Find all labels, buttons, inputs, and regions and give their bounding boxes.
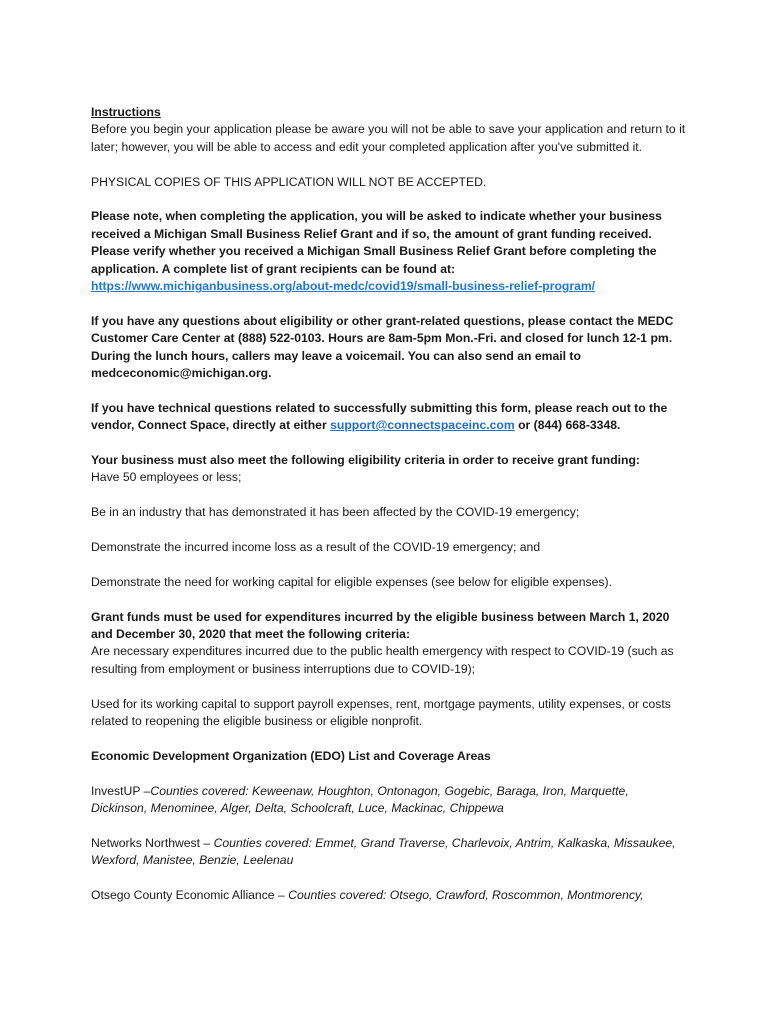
grant-note-text: Please note, when completing the application, you will be asked to indicate whether your business received a Michigan Small Business Relief Grant and if so, the amount of grant funding received. Please verify whether you received a Michigan Small Business Relief Grant before completing the application. A complete list of grant recipients can be found at: xyxy=(91,209,662,276)
edo-name: InvestUP – xyxy=(91,783,151,798)
edo-counties: Counties covered: Keweenaw, Houghton, Ontonagon, Gogebic, Baraga, Iron, Marquette, Dickinson, Menominee, Alger, Delta, Schoolcraft, Luce, Mackinac, Chippewa xyxy=(91,783,629,816)
edo-counties: Counties covered: Otsego, Crawford, Roscommon, Montmorency, xyxy=(288,888,644,903)
eligibility-heading: Your business must also meet the following eligibility criteria in order to receive grant funding: xyxy=(91,453,640,468)
grant-recipients-link[interactable]: https://www.michiganbusiness.org/about-medc/covid19/small-business-relief-program/ xyxy=(91,279,596,294)
physical-copies-notice: PHYSICAL COPIES OF THIS APPLICATION WILL NOT BE ACCEPTED. xyxy=(91,174,487,189)
grant-funds-item: Are necessary expenditures incurred due to the public health emergency with respect to COVID-19 (such as resulting from employment or business interruptions due to COVID-19); xyxy=(91,644,674,676)
technical-text: If you have technical questions related to successfully submitting this form, please reach out to the vendor, Connect Space, directly at either xyxy=(91,400,668,433)
instructions-heading: Instructions xyxy=(91,105,161,119)
eligibility-item: Be in an industry that has demonstrated it has been affected by the COVID-19 emergency; xyxy=(91,505,580,520)
edo-entry-otsego xyxy=(91,887,687,904)
eligibility-item: Demonstrate the need for working capital for eligible expenses (see below for eligible expenses). xyxy=(91,574,612,589)
instructions-content xyxy=(91,104,687,904)
grant-funds-heading: Grant funds must be used for expenditures incurred by the eligible business between March 1, 2020 and December 30, 2020 that meet the following criteria: xyxy=(91,609,670,642)
edo-entry-networks-northwest xyxy=(91,835,687,870)
edo-entry-investup xyxy=(91,783,687,818)
technical-phone: or (844) 668-3348. xyxy=(518,418,621,433)
technical-questions-paragraph xyxy=(91,400,687,435)
support-email-link[interactable]: support@connectspaceinc.com xyxy=(330,418,515,433)
edo-heading: Economic Development Organization (EDO) List and Coverage Areas xyxy=(91,748,491,763)
edo-name: Otsego County Economic Alliance – xyxy=(91,888,289,903)
eligibility-item: Demonstrate the incurred income loss as a result of the COVID-19 emergency; and xyxy=(91,540,541,555)
edo-counties: Counties covered: Emmet, Grand Traverse, Charlevoix, Antrim, Kalkaska, Missaukee, Wexford, Manistee, Benzie, Leelenau xyxy=(91,835,676,868)
grant-funds-item: Used for its working capital to support payroll expenses, rent, mortgage payments, utility expenses, or costs related to reopening the eligible business or eligible nonprofit. xyxy=(91,696,671,729)
grant-note-paragraph xyxy=(91,208,687,295)
eligibility-item: Have 50 employees or less; xyxy=(91,470,242,485)
intro-paragraph: Before you begin your application please be aware you will not be able to save your application and return to it later; however, you will be able to access and edit your completed application after you've submitted it. xyxy=(91,122,686,154)
eligibility-questions-paragraph: If you have any questions about eligibility or other grant-related questions, please contact the MEDC Customer Care Center at (888) 522-0103. Hours are 8am-5pm Mon.-Fri. and closed for lunch 12-1 pm. During the lunch hours, callers may leave a voicemail. You can also send an email to medceconomic@michigan.org. xyxy=(91,313,674,381)
edo-name: Networks Northwest – xyxy=(91,835,214,850)
